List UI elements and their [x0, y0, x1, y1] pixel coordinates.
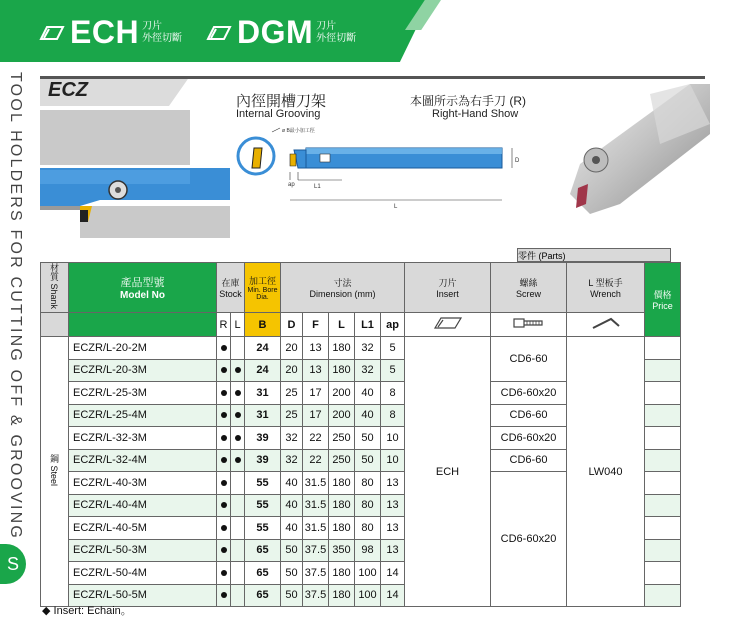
dim-L-cell: 180 [329, 337, 355, 360]
insert-blade-icon [205, 24, 233, 42]
dim-ap-cell: 13 [381, 517, 405, 540]
insert-icon-cell [405, 313, 491, 337]
dim-D-label: D [515, 158, 520, 164]
dim-F-cell: 17 [303, 404, 329, 427]
dim-D-cell: 32 [281, 427, 303, 450]
dim-D-cell: 25 [281, 404, 303, 427]
stock-R-cell [217, 404, 231, 427]
stock-R-cell [217, 449, 231, 472]
dim-F-cell: 31.5 [303, 517, 329, 540]
dim-ap-cell: 5 [381, 359, 405, 382]
dim-ap-cell: 8 [381, 382, 405, 405]
min-bore-cell: 65 [245, 584, 281, 607]
wrench-icon [589, 316, 623, 330]
in-stock-dot [221, 592, 227, 598]
stock-L-cell [231, 427, 245, 450]
dim-L1-cell: 80 [355, 494, 381, 517]
sub-F: F [303, 313, 329, 337]
model-cell: ECZR/L-40-4M [69, 494, 217, 517]
price-cell [645, 539, 681, 562]
dim-ap-cell: 13 [381, 539, 405, 562]
min-bore-cell: 55 [245, 494, 281, 517]
type-title-en: Internal Grooving [236, 108, 321, 120]
section-divider [40, 76, 705, 79]
stock-R-cell [217, 517, 231, 540]
hand-note-en: Right-Hand Show [432, 108, 519, 120]
dim-ap-cell: 8 [381, 404, 405, 427]
parts-header: 零件 (Parts) [517, 248, 671, 262]
dim-F-cell: 13 [303, 359, 329, 382]
col-min-bore: 加工徑 Min. Bore Dia. [245, 263, 281, 313]
dim-L-cell: 180 [329, 472, 355, 495]
stock-L-cell [231, 359, 245, 382]
price-cell [645, 562, 681, 585]
dim-ap-cell: 10 [381, 427, 405, 450]
section-code: ECZ [48, 79, 88, 101]
dim-F-cell: 22 [303, 427, 329, 450]
table-row [41, 337, 681, 360]
sub-R: R [217, 313, 231, 337]
shank-cell: 鋼 Steel [41, 337, 69, 607]
screw-cell: CD6-60x20 [491, 427, 567, 450]
min-bore-cell: 31 [245, 404, 281, 427]
stock-L-cell [231, 337, 245, 360]
product-zh-2: 外徑切斷 [316, 32, 357, 44]
dim-ap-cell: 14 [381, 562, 405, 585]
model-cell: ECZR/L-40-5M [69, 517, 217, 540]
dim-L-cell: 180 [329, 584, 355, 607]
price-cell [645, 337, 681, 360]
price-cell [645, 449, 681, 472]
model-cell: ECZR/L-25-4M [69, 404, 217, 427]
screw-cell: CD6-60 [491, 337, 567, 382]
dim-ap-cell: 10 [381, 449, 405, 472]
price-cell [645, 359, 681, 382]
dim-L-cell: 180 [329, 359, 355, 382]
stock-R-cell [217, 337, 231, 360]
dim-D-cell: 32 [281, 449, 303, 472]
col-dimension: 寸法 Dimension (mm) [281, 263, 405, 313]
stock-R-cell [217, 472, 231, 495]
dim-D-cell: 50 [281, 562, 303, 585]
dim-ap-label: ap [288, 182, 295, 188]
model-cell: ECZR/L-25-3M [69, 382, 217, 405]
insert-blade-icon [38, 24, 66, 42]
stock-L-cell [231, 562, 245, 585]
dim-F-cell: 37.5 [303, 562, 329, 585]
spec-table [40, 262, 681, 607]
dim-L1-cell: 100 [355, 562, 381, 585]
in-stock-dot [221, 390, 227, 396]
in-stock-dot [221, 525, 227, 531]
product-zh-2: 外徑切斷 [142, 32, 183, 44]
dim-D-cell: 20 [281, 359, 303, 382]
dim-D-cell: 50 [281, 539, 303, 562]
dim-F-cell: 37.5 [303, 539, 329, 562]
stock-L-cell [231, 584, 245, 607]
col-price: 價格 Price [645, 263, 681, 337]
product-ech-title [38, 14, 182, 51]
min-bore-cell: 31 [245, 382, 281, 405]
sub-Lc: L [329, 313, 355, 337]
stock-L-cell [231, 539, 245, 562]
min-bore-cell: 39 [245, 427, 281, 450]
sub-D: D [281, 313, 303, 337]
dim-L1-cell: 80 [355, 517, 381, 540]
price-cell [645, 584, 681, 607]
dim-L-cell: 250 [329, 449, 355, 472]
side-vertical-title: TOOL HOLDERS FOR CUTTING OFF & GROOVING [7, 72, 24, 541]
stock-R-cell [217, 539, 231, 562]
screw-icon [512, 316, 546, 330]
footnote: ◆ Insert: Echain。 [42, 605, 132, 617]
min-dia-label: ø B最小加工徑 [282, 128, 315, 134]
min-bore-cell: 65 [245, 562, 281, 585]
stock-L-cell [231, 494, 245, 517]
sub-ap: ap [381, 313, 405, 337]
model-cell: ECZR/L-50-5M [69, 584, 217, 607]
dim-D-cell: 20 [281, 337, 303, 360]
in-stock-dot [221, 412, 227, 418]
in-stock-dot [235, 412, 241, 418]
dim-ap-cell: 13 [381, 472, 405, 495]
screw-cell: CD6-60x20 [491, 472, 567, 607]
price-cell [645, 427, 681, 450]
sub-L1: L1 [355, 313, 381, 337]
product-zh-1: 刀片 [316, 20, 337, 32]
min-bore-cell: 65 [245, 539, 281, 562]
dim-ap-cell: 13 [381, 494, 405, 517]
model-cell: ECZR/L-32-4M [69, 449, 217, 472]
in-stock-dot [221, 480, 227, 486]
price-cell [645, 494, 681, 517]
dim-D-cell: 40 [281, 472, 303, 495]
min-bore-cell: 55 [245, 517, 281, 540]
dim-L1-cell: 40 [355, 382, 381, 405]
col-stock: 在庫 Stock [217, 263, 245, 313]
dim-L1-cell: 32 [355, 359, 381, 382]
stock-R-cell [217, 427, 231, 450]
in-stock-dot [221, 367, 227, 373]
dim-F-cell: 37.5 [303, 584, 329, 607]
dim-L-cell: 200 [329, 404, 355, 427]
screw-icon-cell [491, 313, 567, 337]
dim-L1-cell: 100 [355, 584, 381, 607]
price-cell [645, 472, 681, 495]
type-title-zh: 內徑開槽刀架 [236, 93, 327, 110]
stock-R-cell [217, 562, 231, 585]
dim-L-cell: 250 [329, 427, 355, 450]
insert-cell: ECH [405, 337, 491, 607]
sub-B: B [245, 313, 281, 337]
dim-F-cell: 22 [303, 449, 329, 472]
tool-in-bore-illustration [40, 110, 230, 238]
insert-icon [432, 316, 464, 330]
dim-L1-label: L1 [314, 184, 321, 190]
dim-F-cell: 13 [303, 337, 329, 360]
screw-cell: CD6-60x20 [491, 382, 567, 405]
model-cell: ECZR/L-40-3M [69, 472, 217, 495]
model-cell: ECZR/L-20-2M [69, 337, 217, 360]
stock-R-cell [217, 359, 231, 382]
wrench-cell: LW040 [567, 337, 645, 607]
model-cell: ECZR/L-20-3M [69, 359, 217, 382]
tool-product-photo [550, 84, 710, 234]
model-cell: ECZR/L-50-3M [69, 539, 217, 562]
technical-drawing [232, 124, 532, 216]
in-stock-dot [221, 457, 227, 463]
dim-L1-cell: 40 [355, 404, 381, 427]
price-cell [645, 382, 681, 405]
in-stock-dot [221, 547, 227, 553]
dim-F-cell: 31.5 [303, 494, 329, 517]
product-dgm-title [205, 14, 356, 51]
dim-L-cell: 350 [329, 539, 355, 562]
stock-L-cell [231, 472, 245, 495]
in-stock-dot [235, 435, 241, 441]
dim-D-cell: 40 [281, 494, 303, 517]
col-shank: 材質 Shank [41, 263, 69, 313]
dim-D-cell: 40 [281, 517, 303, 540]
in-stock-dot [221, 502, 227, 508]
min-bore-cell: 55 [245, 472, 281, 495]
dim-ap-cell: 5 [381, 337, 405, 360]
dim-L1-cell: 50 [355, 449, 381, 472]
price-cell [645, 404, 681, 427]
stock-L-cell [231, 449, 245, 472]
in-stock-dot [221, 345, 227, 351]
section-tab: S [0, 544, 26, 584]
hand-note-zh: 本圖所示為右手刀 (R) [410, 94, 526, 108]
dim-L-cell: 200 [329, 382, 355, 405]
in-stock-dot [221, 435, 227, 441]
col-insert: 刀片 Insert [405, 263, 491, 313]
in-stock-dot [235, 457, 241, 463]
dim-L-cell: 180 [329, 494, 355, 517]
in-stock-dot [235, 390, 241, 396]
stock-R-cell [217, 382, 231, 405]
dim-L-label: L [394, 204, 398, 210]
dim-L1-cell: 98 [355, 539, 381, 562]
min-bore-cell: 24 [245, 359, 281, 382]
in-stock-dot [221, 570, 227, 576]
stock-R-cell [217, 584, 231, 607]
dim-L1-cell: 50 [355, 427, 381, 450]
dim-L1-cell: 32 [355, 337, 381, 360]
product-code: DGM [237, 14, 314, 50]
dim-L-cell: 180 [329, 517, 355, 540]
screw-cell: CD6-60 [491, 449, 567, 472]
price-cell [645, 517, 681, 540]
model-cell: ECZR/L-50-4M [69, 562, 217, 585]
screw-cell: CD6-60 [491, 404, 567, 427]
dim-D-cell: 50 [281, 584, 303, 607]
wrench-icon-cell [567, 313, 645, 337]
min-bore-cell: 39 [245, 449, 281, 472]
dim-D-cell: 25 [281, 382, 303, 405]
stock-L-cell [231, 404, 245, 427]
model-cell: ECZR/L-32-3M [69, 427, 217, 450]
dim-L1-cell: 80 [355, 472, 381, 495]
spec-table-body [41, 337, 681, 607]
dim-L-cell: 180 [329, 562, 355, 585]
product-code: ECH [70, 14, 140, 50]
stock-L-cell [231, 382, 245, 405]
col-screw: 螺絲 Screw [491, 263, 567, 313]
stock-L-cell [231, 517, 245, 540]
col-wrench: L 型板手 Wrench [567, 263, 645, 313]
dim-F-cell: 31.5 [303, 472, 329, 495]
product-zh-1: 刀片 [142, 20, 163, 32]
sub-L: L [231, 313, 245, 337]
in-stock-dot [235, 367, 241, 373]
col-model: 產品型號 Model No [69, 263, 217, 313]
min-bore-cell: 24 [245, 337, 281, 360]
dim-F-cell: 17 [303, 382, 329, 405]
dim-ap-cell: 14 [381, 584, 405, 607]
stock-R-cell [217, 494, 231, 517]
